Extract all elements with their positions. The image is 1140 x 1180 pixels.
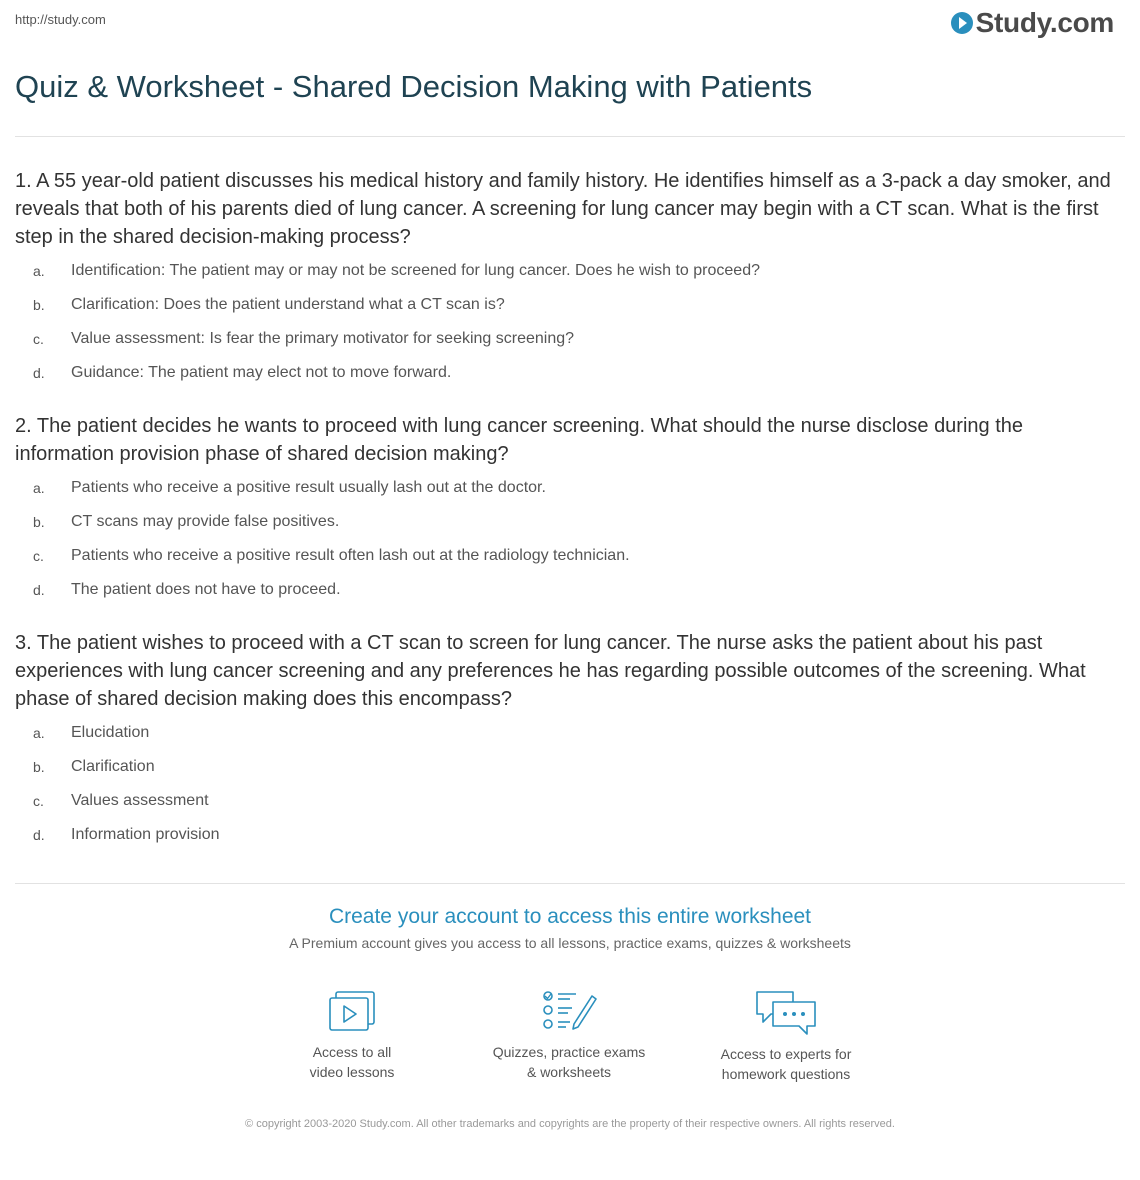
feature-label-line1: Access to all (312, 1044, 392, 1060)
quiz-checklist-icon (540, 988, 598, 1034)
answer-option (15, 322, 1125, 356)
option-letter: d. (33, 365, 45, 381)
answer-option (15, 784, 1125, 818)
copyright-text: © copyright 2003-2020 Study.com. All other trademarks and copyrights are the property of their respective owners. All rights reserved. (245, 1118, 895, 1130)
option-text: Patients who receive a positive result often lash out at the radiology technician. (71, 547, 630, 564)
option-letter: a. (33, 263, 45, 279)
option-text: The patient does not have to proceed. (71, 581, 341, 598)
question-list (15, 167, 1125, 874)
option-letter: b. (33, 759, 45, 775)
video-lessons-icon (326, 988, 378, 1034)
option-letter: c. (33, 548, 44, 564)
cta-subtitle: A Premium account gives you access to all lessons, practice exams, quizzes & worksheets (289, 935, 851, 951)
top-bar (15, 7, 1114, 41)
feature-label-line2: video lessons (309, 1064, 395, 1080)
feature-label-line2: & worksheets (526, 1064, 612, 1080)
option-text: Value assessment: Is fear the primary motivator for seeking screening? (71, 330, 575, 347)
question-text: 3. The patient wishes to proceed with a CT scan to screen for lung cancer. The nurse asks the patient about his past experiences with lung cancer screening and any preferences he has regarding possible outcomes of the screening. What phase of shared decision making does this encompass? (15, 632, 1086, 710)
answer-option (15, 750, 1125, 784)
chat-bubbles-icon (753, 988, 819, 1036)
option-letter: c. (33, 331, 44, 347)
answer-option (15, 471, 1125, 505)
option-letter: d. (33, 582, 45, 598)
study-logo[interactable] (951, 7, 1114, 39)
option-letter: b. (33, 297, 45, 313)
divider (15, 883, 1125, 884)
option-text: CT scans may provide false positives. (71, 513, 340, 530)
question-2 (15, 412, 1125, 607)
answer-option (15, 716, 1125, 750)
answer-option (15, 288, 1125, 322)
divider (15, 136, 1125, 137)
question-1 (15, 167, 1125, 390)
question-text: 1. A 55 year-old patient discusses his medical history and family history. He identifies himself as a 3-pack a day smoker, and reveals that both of his parents died of lung cancer. A screening for lung cancer may begin with a CT scan. What is the first step in the shared decision-making process? (15, 170, 1111, 248)
option-letter: b. (33, 514, 45, 530)
answer-option (15, 573, 1125, 607)
answer-option (15, 539, 1125, 573)
feature-quizzes (479, 988, 659, 1082)
option-text: Elucidation (71, 724, 150, 741)
option-text: Patients who receive a positive result usually lash out at the doctor. (71, 479, 546, 496)
site-url[interactable]: http://study.com (15, 12, 106, 27)
play-circle-icon (951, 12, 973, 34)
signup-cta (0, 905, 1140, 951)
option-letter: c. (33, 793, 44, 809)
feature-experts (696, 988, 876, 1084)
question-3 (15, 629, 1125, 852)
feature-label (479, 1042, 659, 1082)
option-text: Values assessment (71, 792, 209, 809)
option-text: Clarification (71, 758, 155, 775)
option-letter: d. (33, 827, 45, 843)
answer-option (15, 254, 1125, 288)
feature-label (262, 1042, 442, 1082)
feature-label-line1: Quizzes, practice exams (492, 1044, 646, 1060)
cta-title-link[interactable]: Create your account to access this entire worksheet (328, 905, 812, 928)
option-text: Identification: The patient may or may not be screened for lung cancer. Does he wish to proceed? (71, 262, 760, 279)
logo-text: Study.com (975, 7, 1114, 38)
option-letter: a. (33, 725, 45, 741)
option-text: Clarification: Does the patient understand what a CT scan is? (71, 296, 505, 313)
option-letter: a. (33, 480, 45, 496)
question-text: 2. The patient decides he wants to proceed with lung cancer screening. What should the nurse disclose during the information provision phase of shared decision making? (15, 415, 1024, 465)
feature-label-line2: homework questions (721, 1066, 851, 1082)
answer-option (15, 505, 1125, 539)
answer-option (15, 356, 1125, 390)
feature-video-lessons (262, 988, 442, 1082)
answer-option (15, 818, 1125, 852)
option-text: Guidance: The patient may elect not to move forward. (71, 364, 452, 381)
feature-label (696, 1044, 876, 1084)
page-title: Quiz & Worksheet - Shared Decision Making with Patients (15, 69, 813, 104)
feature-label-line1: Access to experts for (720, 1046, 852, 1062)
option-text: Information provision (71, 826, 220, 843)
